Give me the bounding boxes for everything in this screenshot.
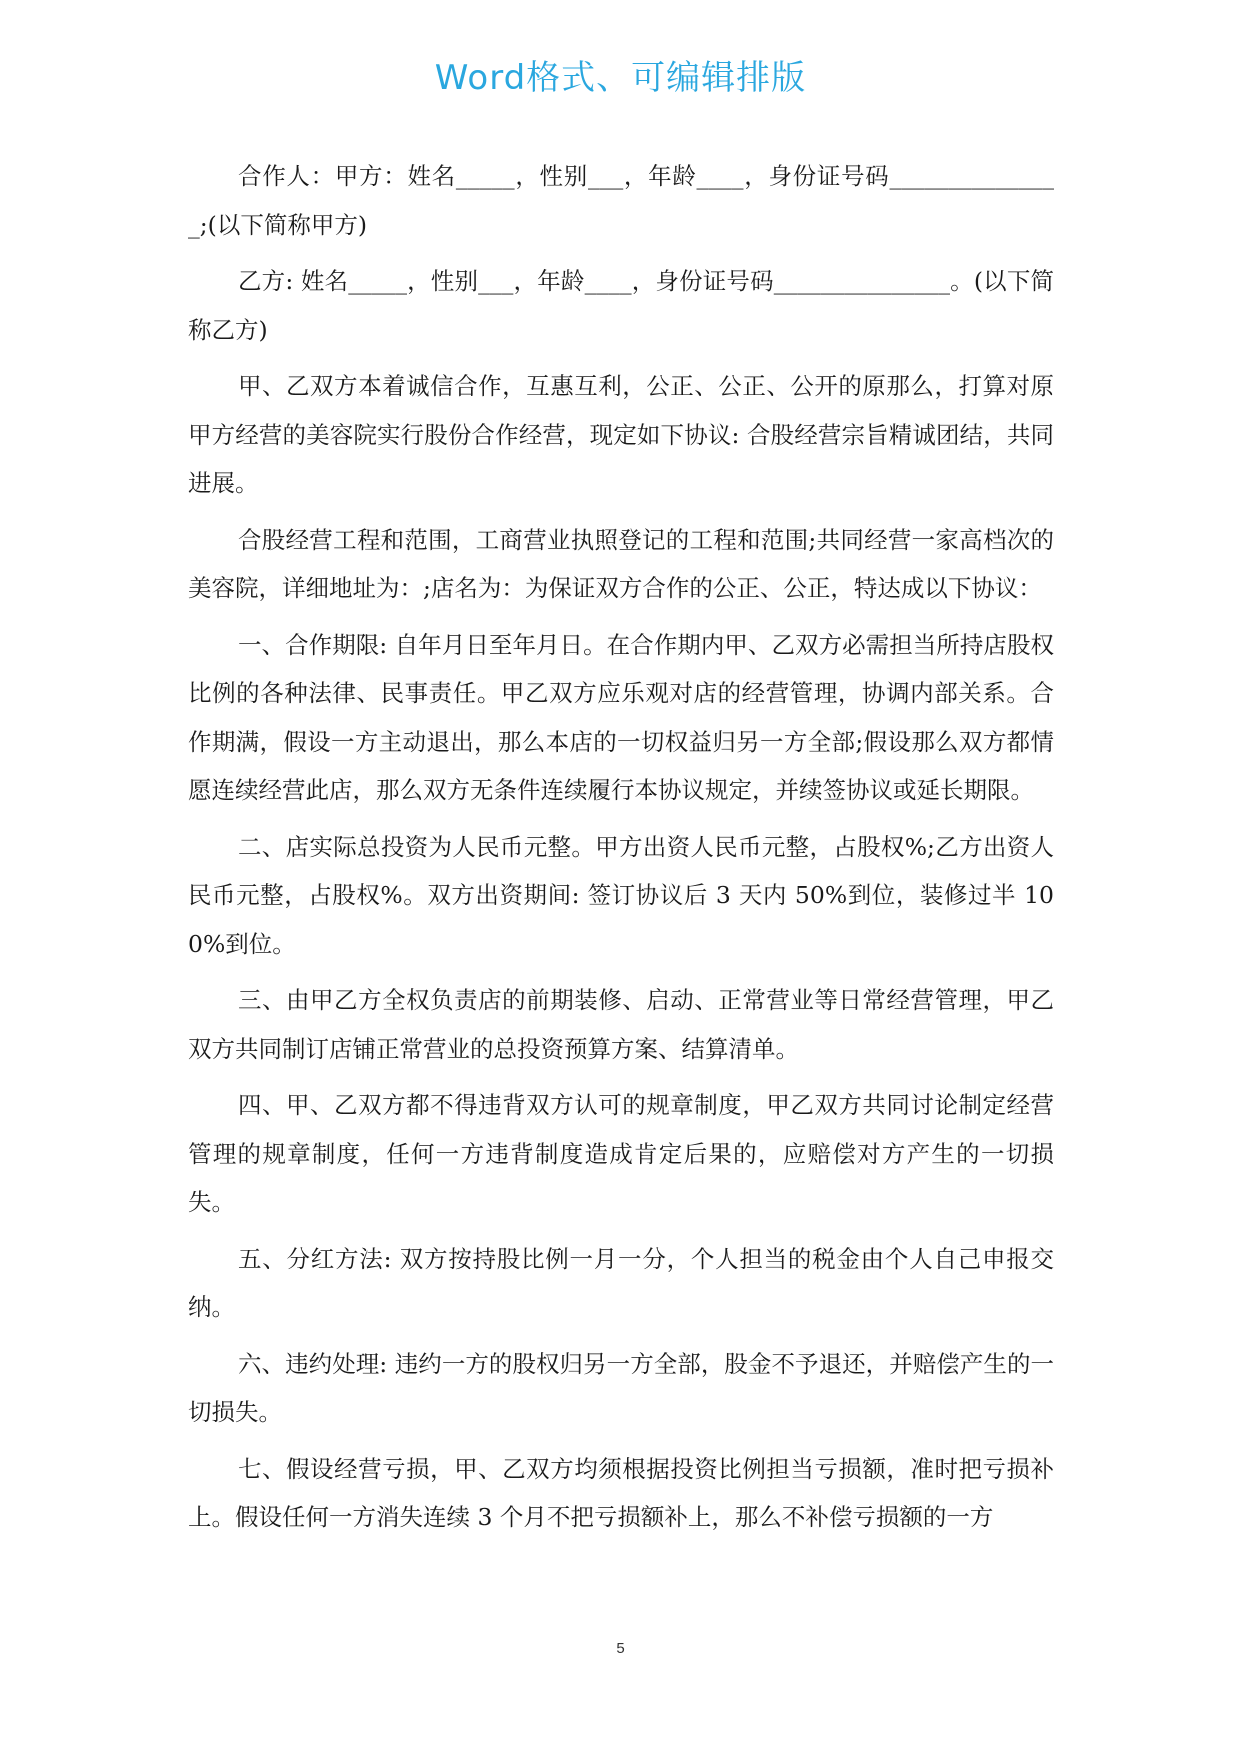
paragraph-clause-7: 七、假设经营亏损，甲、乙双方均须根据投资比例担当亏损额，准时把亏损补上。假设任何一方消失连续 3 个月不把亏损额补上，那么不补偿亏损额的一方	[188, 1454, 1054, 1531]
paragraph-intro: 甲、乙双方本着诚信合作，互惠互利，公正、公正、公开的原那么，打算对原甲方经营的美容院实行股份合作经营，现定如下协议: 合股经营宗旨精诚团结，共同进展。	[188, 372, 1054, 497]
paragraph-clause-4: 四、甲、乙双方都不得违背双方认可的规章制度，甲乙双方共同讨论制定经营管理的规章制度，任何一方违背制度造成肯定后果的，应赔偿对方产生的一切损失。	[188, 1091, 1054, 1216]
paragraph-clause-2: 二、店实际总投资为人民币元整。甲方出资人民币元整，占股权%;乙方出资人民币元整，占股权%。双方出资期间: 签订协议后 3 天内 50%到位，装修过半 100%到位。	[188, 832, 1054, 958]
paragraph-clause-1: 一、合作期限: 自年月日至年月日。在合作期内甲、乙双方必需担当所持店股权比例的各种法律、民事责任。甲乙双方应乐观对店的经营管理，协调内部关系。合作期满，假设一方主动退出，那么本店的一切权益归另一方全部;假设那么双方都情愿连续经营此店，那么双方无条件连续履行本协议规定，并续签协议或延长期限。	[188, 630, 1054, 804]
paragraph-clause-5: 五、分红方法: 双方按持股比例一月一分，个人担当的税金由个人自己申报交纳。	[188, 1244, 1054, 1321]
page-header-title: Word格式、可编辑排版	[434, 58, 807, 98]
paragraph-scope: 合股经营工程和范围，工商营业执照登记的工程和范围;共同经营一家高档次的美容院，详细地址为：;店名为：为保证双方合作的公正、公正，特达成以下协议：	[188, 525, 1054, 602]
paragraph-party-b: 乙方: 姓名_____，性别___，年龄____，身份证号码_______________。(以下简称乙方)	[188, 267, 1054, 344]
page-number: 5	[616, 1640, 625, 1657]
document-body	[188, 152, 1054, 1550]
paragraph-clause-3: 三、由甲乙方全权负责店的前期装修、启动、正常营业等日常经营管理，甲乙双方共同制订店铺正常营业的总投资预算方案、结算清单。	[188, 986, 1054, 1063]
paragraph-party-a: 合作人：甲方：姓名_____，性别___，年龄____，身份证号码_______________;(以下简称甲方)	[188, 162, 1054, 239]
paragraph-clause-6: 六、违约处理: 违约一方的股权归另一方全部，股金不予退还，并赔偿产生的一切损失。	[188, 1349, 1054, 1426]
